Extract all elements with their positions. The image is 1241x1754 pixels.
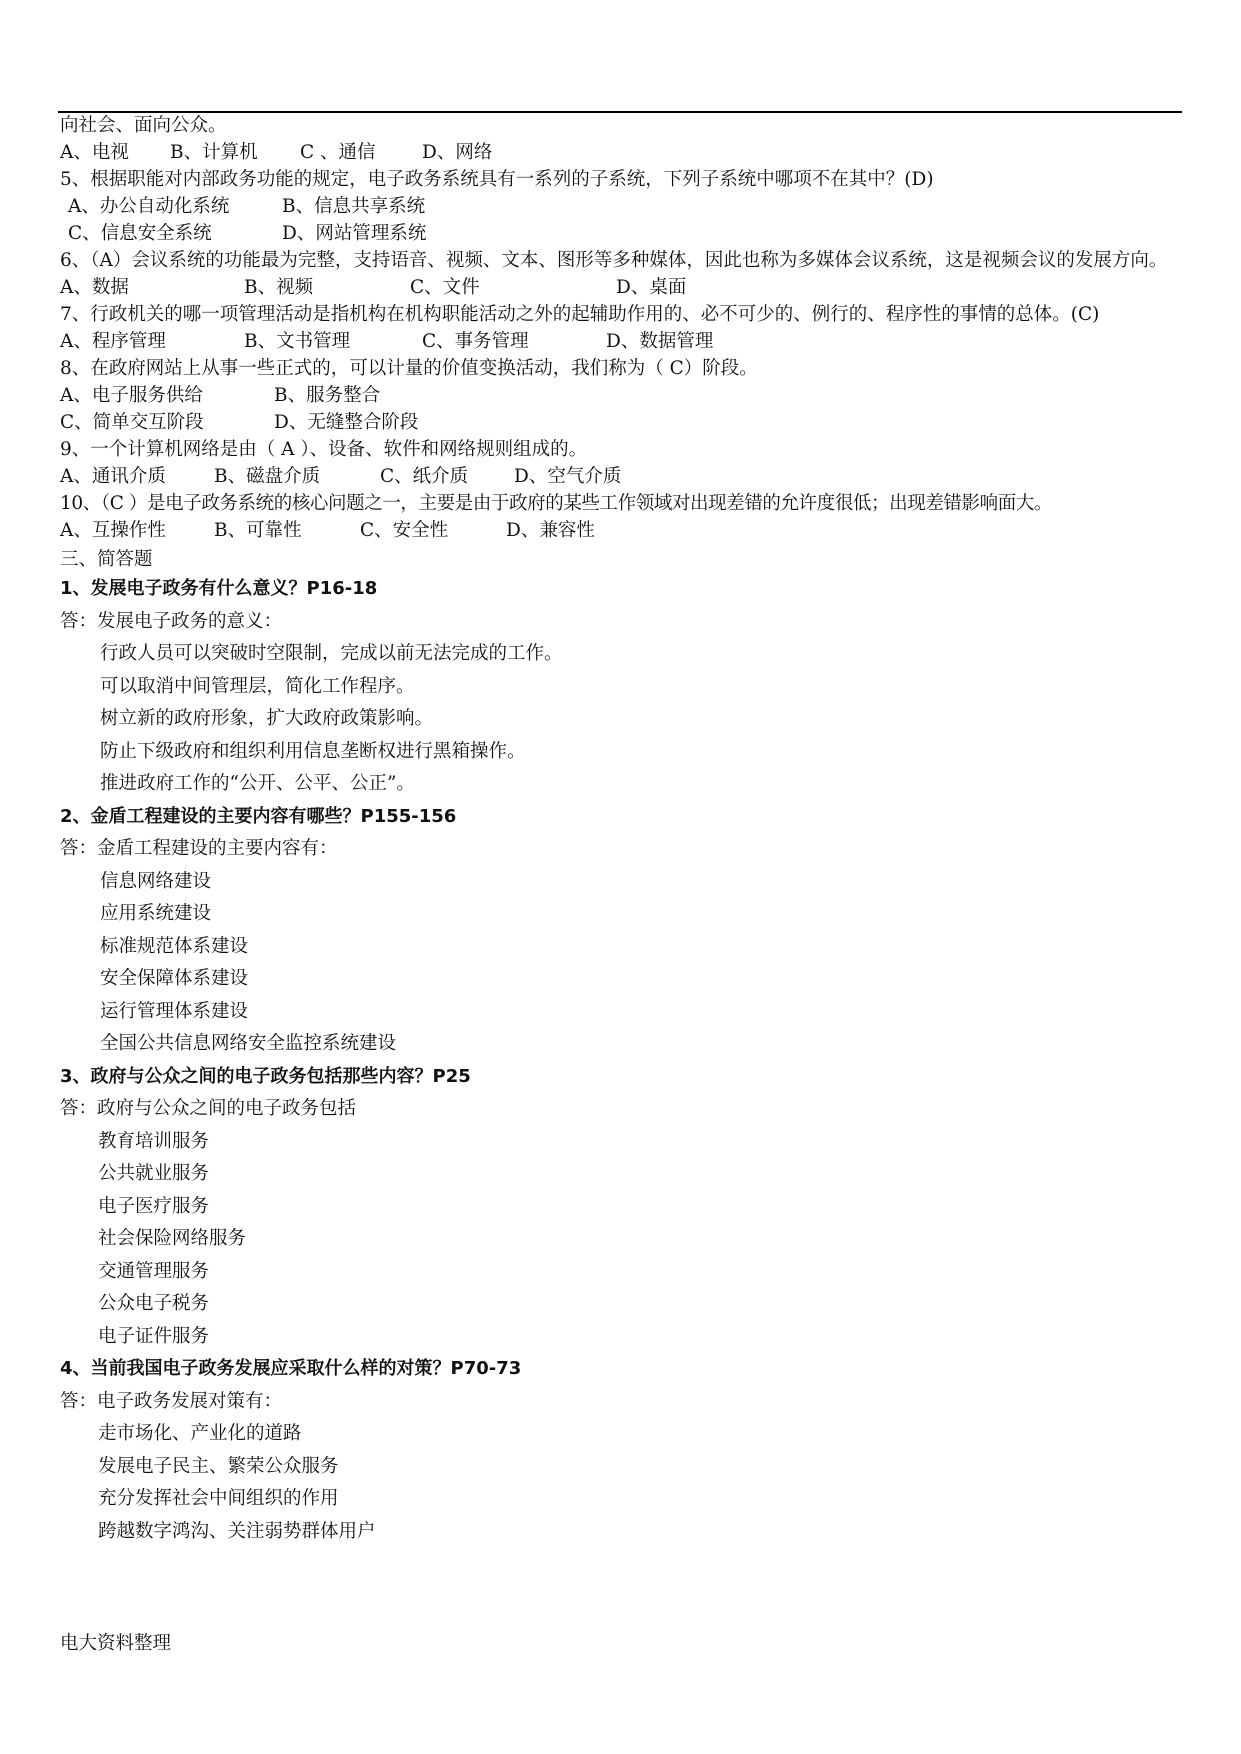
option: A、办公自动化系统 — [68, 196, 230, 217]
answer-item: 教育培训服务 — [98, 1130, 210, 1152]
option: C、文件 — [410, 277, 480, 298]
question-6: 6、（A）会议系统的功能最为完整，支持语音、视频、文本、图形等多种媒体，因此也称为多媒体会议系统，这是视频会议的发展方向。 — [60, 250, 1168, 271]
answer-item: 公共就业服务 — [98, 1163, 210, 1184]
q8-options-2 — [60, 409, 1190, 436]
answer-item: 标准规范体系建设 — [100, 935, 249, 957]
q7-options — [60, 328, 1190, 355]
option: D、兼容性 — [506, 520, 595, 541]
short-answer-section — [60, 573, 1190, 1548]
answer-lead-3: 答：政府与公众之间的电子政务包括 — [60, 1098, 357, 1119]
answer-lead-4: 答：电子政务发展对策有： — [60, 1390, 283, 1412]
answer-item: 防止下级政府和组织利用信息垄断权进行黑箱操作。 — [100, 740, 526, 762]
q4-options — [60, 139, 1190, 166]
answer-item: 安全保障体系建设 — [100, 968, 249, 989]
option: B、视频 — [244, 277, 314, 298]
option: C 、通信 — [300, 142, 376, 163]
answer-item: 社会保险网络服务 — [98, 1228, 247, 1249]
question-7: 7、行政机关的哪一项管理活动是指机构在机构职能活动之外的起辅助作用的、必不可少的、例行的、程序性的事情的总体。(C) — [60, 304, 1100, 325]
option: A、数据 — [60, 277, 129, 298]
q10-options — [60, 517, 1190, 544]
q6-options — [60, 274, 1190, 301]
option: D、网络 — [422, 142, 493, 163]
option: C、事务管理 — [422, 331, 529, 352]
answer-item: 跨越数字鸿沟、关注弱势群体用户 — [98, 1520, 376, 1542]
option: B、信息共享系统 — [282, 196, 426, 217]
answer-lead-1: 答：发展电子政务的意义： — [60, 610, 283, 632]
q9-options — [60, 463, 1190, 490]
question-10: 10、（C ）是电子政务系统的核心问题之一，主要是由于政府的某些工作领域对出现差错的允许度很低；出现差错影响面大。 — [60, 493, 1053, 514]
section-title: 三、简答题 — [60, 549, 153, 570]
page-footer: 电大资料整理 — [60, 1633, 172, 1654]
answer-item: 公众电子税务 — [98, 1293, 210, 1314]
answer-item: 充分发挥社会中间组织的作用 — [98, 1488, 339, 1509]
option: D、无缝整合阶段 — [274, 412, 419, 433]
option: C、安全性 — [360, 520, 449, 541]
answer-item: 运行管理体系建设 — [100, 1000, 249, 1022]
option: D、网站管理系统 — [282, 223, 427, 244]
answer-item: 可以取消中间管理层，简化工作程序。 — [100, 675, 415, 697]
short-question-3: 3、政府与公众之间的电子政务包括那些内容？P25 — [60, 1065, 471, 1087]
option: B、磁盘介质 — [214, 466, 321, 487]
option: B、可靠性 — [214, 520, 302, 541]
answer-item: 树立新的政府形象，扩大政府政策影响。 — [100, 708, 434, 729]
q8-options-1 — [60, 382, 1190, 409]
option: D、桌面 — [616, 277, 687, 298]
option: B、文书管理 — [244, 331, 351, 352]
answer-item: 电子医疗服务 — [98, 1195, 210, 1217]
answer-item: 行政人员可以突破时空限制，完成以前无法完成的工作。 — [100, 643, 563, 664]
option: C、纸介质 — [380, 466, 469, 487]
option: A、电子服务供给 — [60, 385, 203, 406]
answer-item: 信息网络建设 — [100, 870, 212, 892]
answer-item: 推进政府工作的“公开、公平、公正”。 — [100, 773, 415, 794]
question-8: 8、在政府网站上从事一些正式的，可以计量的价值变换活动，我们称为（ C）阶段。 — [60, 358, 758, 379]
option: A、通讯介质 — [60, 466, 166, 487]
option: B、服务整合 — [274, 385, 381, 406]
short-question-4: 4、当前我国电子政务发展应采取什么样的对策？P70-73 — [60, 1358, 522, 1379]
question-5: 5、根据职能对内部政务功能的规定，电子政务系统具有一系列的子系统，下列子系统中哪项不在其中？(D) — [60, 169, 934, 190]
option: A、程序管理 — [60, 331, 166, 352]
answer-item: 交通管理服务 — [98, 1260, 210, 1282]
q5-options-2 — [60, 220, 1190, 247]
q5-options-1 — [60, 193, 1190, 220]
option: C、简单交互阶段 — [60, 412, 204, 433]
answer-lead-2: 答：金盾工程建设的主要内容有： — [60, 838, 338, 859]
document-page — [60, 112, 1190, 1548]
option: A、电视 — [60, 142, 129, 163]
short-question-1: 1、发展电子政务有什么意义？P16-18 — [60, 578, 378, 599]
question-9: 9、一个计算机网络是由（ A ）、设备、软件和网络规则组成的。 — [60, 439, 588, 460]
option: C、信息安全系统 — [68, 223, 212, 244]
intro-line: 向社会、面向公众。 — [60, 115, 227, 136]
option: D、数据管理 — [606, 331, 714, 352]
answer-item: 走市场化、产业化的道路 — [98, 1423, 302, 1444]
answer-item: 全国公共信息网络安全监控系统建设 — [100, 1033, 397, 1054]
answer-item: 应用系统建设 — [100, 903, 212, 924]
option: D、空气介质 — [514, 466, 622, 487]
short-question-2: 2、金盾工程建设的主要内容有哪些？P155-156 — [60, 805, 457, 827]
option: B、计算机 — [170, 142, 258, 163]
option: A、互操作性 — [60, 520, 166, 541]
answer-item: 发展电子民主、繁荣公众服务 — [98, 1455, 339, 1477]
answer-item: 电子证件服务 — [98, 1325, 210, 1347]
